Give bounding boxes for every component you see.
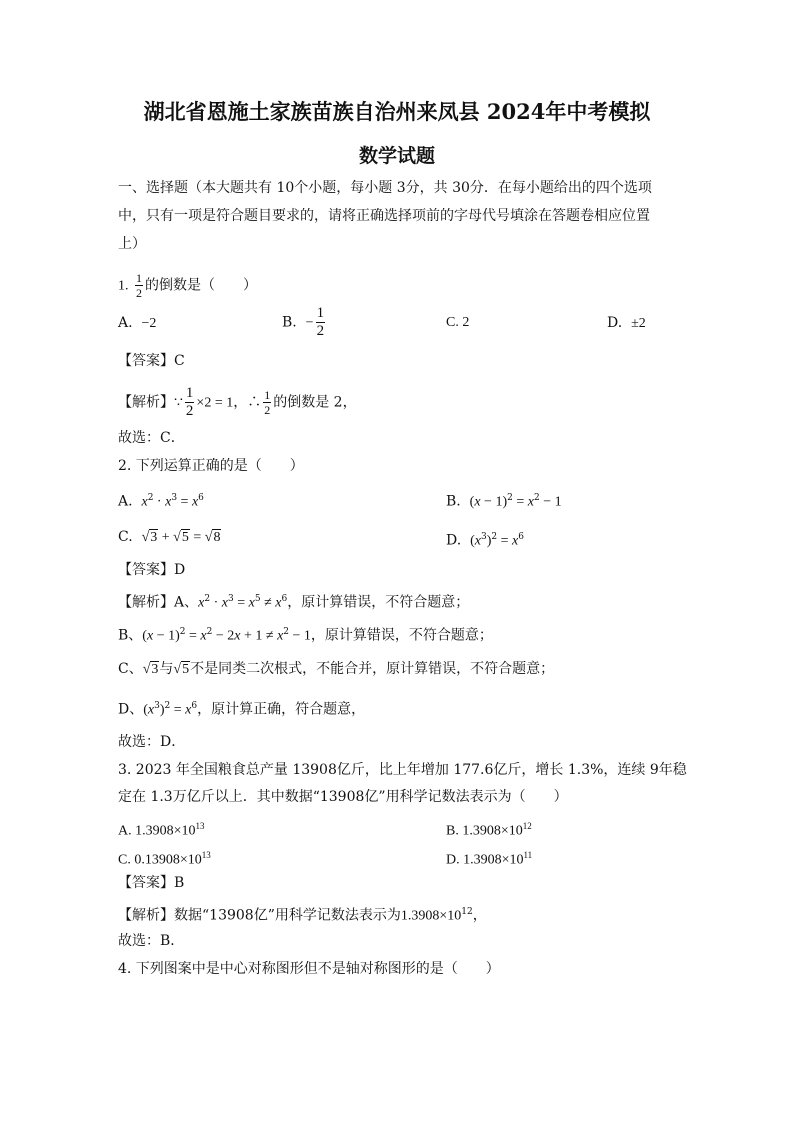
q2-analysis-a: 【解析】A、$x^2 \cdot x^3 = x^5 \ne x^6$，原计算错误，不符合题意； xyxy=(118,594,470,611)
q2-option-a: A. $x^2 \cdot x^3 = x^6$ xyxy=(118,493,204,510)
q2-analysis-b: B、$(x - 1)^2 = x^2 - 2x + 1 \ne x^2 - 1$，原计算错误，不符合题意； xyxy=(118,627,493,644)
q1-answer: 【答案】C xyxy=(118,353,185,369)
q2-option-b: B. $(x - 1)^2 = x^2 - 1$ xyxy=(446,493,562,510)
section-instructions-line1: 一、选择题（本大题共有 10个小题，每小题 3分，共 30分．在每小题给出的四个选项 xyxy=(118,180,652,196)
q2-option-d: D. $(x^3)^2 = x^6$ xyxy=(446,532,524,549)
q1-option-b: B. − $\frac{1}{2}$ xyxy=(282,305,325,339)
q1-conclusion: 故选：C． xyxy=(118,430,185,446)
q3-conclusion: 故选：B． xyxy=(118,933,185,949)
q1-stem-text: 的倒数是（ ） xyxy=(144,277,257,294)
page-title: 湖北省恩施土家族苗族自治州来凤县 2024年中考模拟 xyxy=(143,99,651,124)
page-subtitle: 数学试题 xyxy=(358,145,435,167)
q2-analysis-d: D、$(x^3)^2 = x^6$，原计算正确，符合题意， xyxy=(118,701,366,718)
q3-answer: 【答案】B xyxy=(118,875,185,891)
q1-number: 1. xyxy=(118,278,129,294)
q3-option-d: D. $1.3908\times 10^{11}$ xyxy=(446,850,533,868)
q4-stem: 4. 下列图案中是中心对称图形但不是轴对称图形的是（ ） xyxy=(118,961,500,977)
q2-option-c: C. √3 + √5 = √8 xyxy=(118,529,221,545)
q3-option-a: A. $1.3908\times 10^{13}$ xyxy=(118,821,205,839)
q1-stem xyxy=(118,272,257,299)
q2-analysis-c: C、√3与√5不是同类二次根式，不能合并，原计算错误，不符合题意； xyxy=(118,661,555,677)
section-instructions-line3: 上） xyxy=(118,236,146,252)
q3-stem-line1: 3. 2023 年全国粮食总产量 13908亿斤，比上年增加 177.6亿斤，增长 1.3%，连续 9年稳 xyxy=(118,762,687,778)
q2-answer: 【答案】D xyxy=(118,562,186,578)
q3-option-b: B. $1.3908\times 10^{12}$ xyxy=(446,821,532,839)
q3-stem-line2: 定在 1.3万亿斤以上．其中数据“13908亿”用科学记数法表示为（ ） xyxy=(118,789,568,805)
q2-conclusion: 故选：D． xyxy=(118,734,186,750)
q1-option-a: A. −2 xyxy=(118,315,157,331)
q1-option-d: D. ±2 xyxy=(607,315,646,331)
q2-stem: 2. 下列运算正确的是（ ） xyxy=(118,458,304,474)
q3-option-c: C. $0.13908\times 10^{13}$ xyxy=(118,850,211,868)
q1-fraction: $\frac{1}{2}$ xyxy=(135,271,142,300)
q1-option-c: C. 2 xyxy=(446,315,470,330)
section-instructions-line2: 中，只有一项是符合题目要求的，请将正确选择项前的字母代号填涂在答题卷相应位置 xyxy=(118,208,650,224)
q3-analysis: 【解析】数据“13908亿”用科学记数法表示为$1.3908\times 10^{12}$， xyxy=(118,907,487,924)
q1-analysis: 【解析】∵ $\frac{1}{2}$ ×2 = 1，∴ $\frac{1}{2}$ 的倒数是 2， xyxy=(118,385,357,419)
